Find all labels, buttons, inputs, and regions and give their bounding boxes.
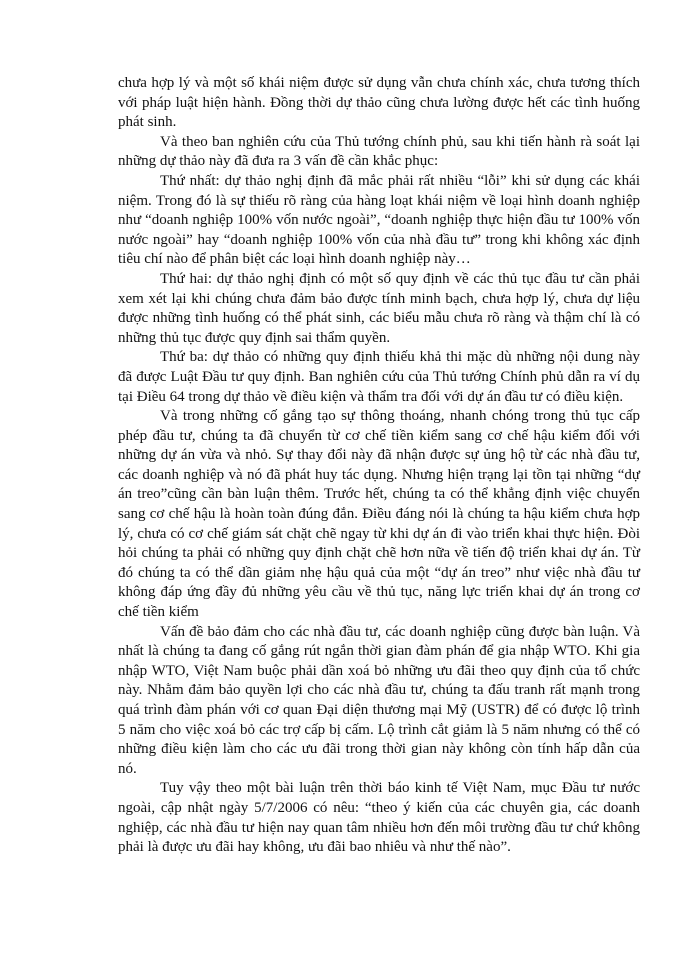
paragraph-review-summary: Và theo ban nghiên cứu của Thủ tướng chính phủ, sau khi tiến hành rà soát lại những dự thảo này đã đưa ra 3 vấn đề cần khắc phục: (118, 133, 640, 170)
paragraph-issue-first: Thứ nhất: dự thảo nghị định đã mắc phải rất nhiều “lỗi” khi sử dụng các khái niệm. Trong đó là sự thiếu rõ ràng của hàng loạt khái niệm về loại hình doanh nghiệp như “doanh nghiệp 100% vốn nước ngoài”, “doanh nghiệp thực hiện đầu tư 100% vốn nước ngoài” hay “doanh nghiệp 100% vốn của nhà đầu tư” trong khi không xác định tiêu chí nào để phân biệt các loại hình doanh nghiệp này… (118, 172, 640, 268)
paragraph-post-inspection: Và trong những cố gắng tạo sự thông thoáng, nhanh chóng trong thủ tục cấp phép đầu tư, chúng ta đã chuyển từ cơ chế tiền kiểm sang cơ chế hậu kiểm đối với những dự án vừa và nhỏ. Sự thay đổi này đã nhận được sự ủng hộ từ các nhà đầu tư, các doanh nghiệp và nó đã phát huy tác dụng. Nhưng hiện trạng lại tồn tại những “dự án treo”cũng cần bàn luận thêm. Trước hết, chúng ta có thể khẳng định việc chuyển sang cơ chế hậu là hoàn toàn đúng đắn. Điều đáng nói là chúng ta hậu kiểm chưa hợp lý, chưa có cơ chế giám sát chặt chẽ ngay từ khi dự án đi vào triển khai thực hiện. Đòi hỏi chúng ta phải có những quy định chặt chẽ hơn nữa về tiến độ triển khai dự án. Từ đó chúng ta có thể dần giảm nhẹ hậu quả của một “dự án treo” như việc nhà đầu tư không đáp ứng đầy đủ những yêu cầu về thủ tục, năng lực triển khai dự án trong cơ chế tiền kiểm (118, 408, 640, 621)
paragraph-intro-continuation: chưa hợp lý và một số khái niệm được sử dụng vẫn chưa chính xác, chưa tương thích với pháp luật hiện hành. Đồng thời dự thảo cũng chưa lường được hết các tình huống phát sinh. (118, 75, 640, 131)
paragraph-expert-opinion: Tuy vậy theo một bài luận trên thời báo kinh tế Việt Nam, mục Đầu tư nước ngoài, cập nhật ngày 5/7/2006 có nêu: “theo ý kiến của các chuyên gia, các doanh nghiệp, các nhà đầu tư hiện nay quan tâm nhiều hơn đến môi trường đầu tư chứ không phải là được ưu đãi hay không, ưu đãi bao nhiêu và như thế nào”. (118, 780, 640, 856)
document-page (118, 74, 640, 858)
paragraph-investor-guarantee: Vấn đề bảo đảm cho các nhà đầu tư, các doanh nghiệp cũng được bàn luận. Và nhất là chúng ta đang cố gắng rút ngắn thời gian đàm phán để gia nhập WTO. Khi gia nhập WTO, Việt Nam buộc phải dần xoá bỏ những ưu đãi theo quy định của tổ chức này. Nhằm đảm bảo quyền lợi cho các nhà đầu tư, chúng ta đấu tranh rất mạnh trong quá trình đàm phán với cơ quan Đại diện thương mại Mỹ (USTR) để có được lộ trình 5 năm cho việc xoá bỏ các trợ cấp bị cấm. Lộ trình cắt giảm là 5 năm nhưng có thể có những điều kiện làm cho các ưu đãi trong thời gian này không còn tính hấp dẫn của nó. (118, 623, 640, 777)
paragraph-issue-second: Thứ hai: dự thảo nghị định có một số quy định về các thủ tục đầu tư cần phải xem xét lại khi chúng chưa đảm bảo được tính minh bạch, chưa hợp lý, chưa dự liệu được những tình huống có thể phát sinh, các biểu mẫu chưa rõ ràng và thậm chí là có những thủ tục được quy định sai thẩm quyền. (118, 270, 640, 346)
paragraph-issue-third: Thứ ba: dự thảo có những quy định thiếu khả thi mặc dù những nội dung này đã được Luật Đầu tư quy định. Ban nghiên cứu của Thủ tướng Chính phủ dẫn ra ví dụ tại Điều 64 trong dự thảo về điều kiện và thẩm tra đối với dự án đầu tư có điều kiện. (118, 349, 640, 405)
